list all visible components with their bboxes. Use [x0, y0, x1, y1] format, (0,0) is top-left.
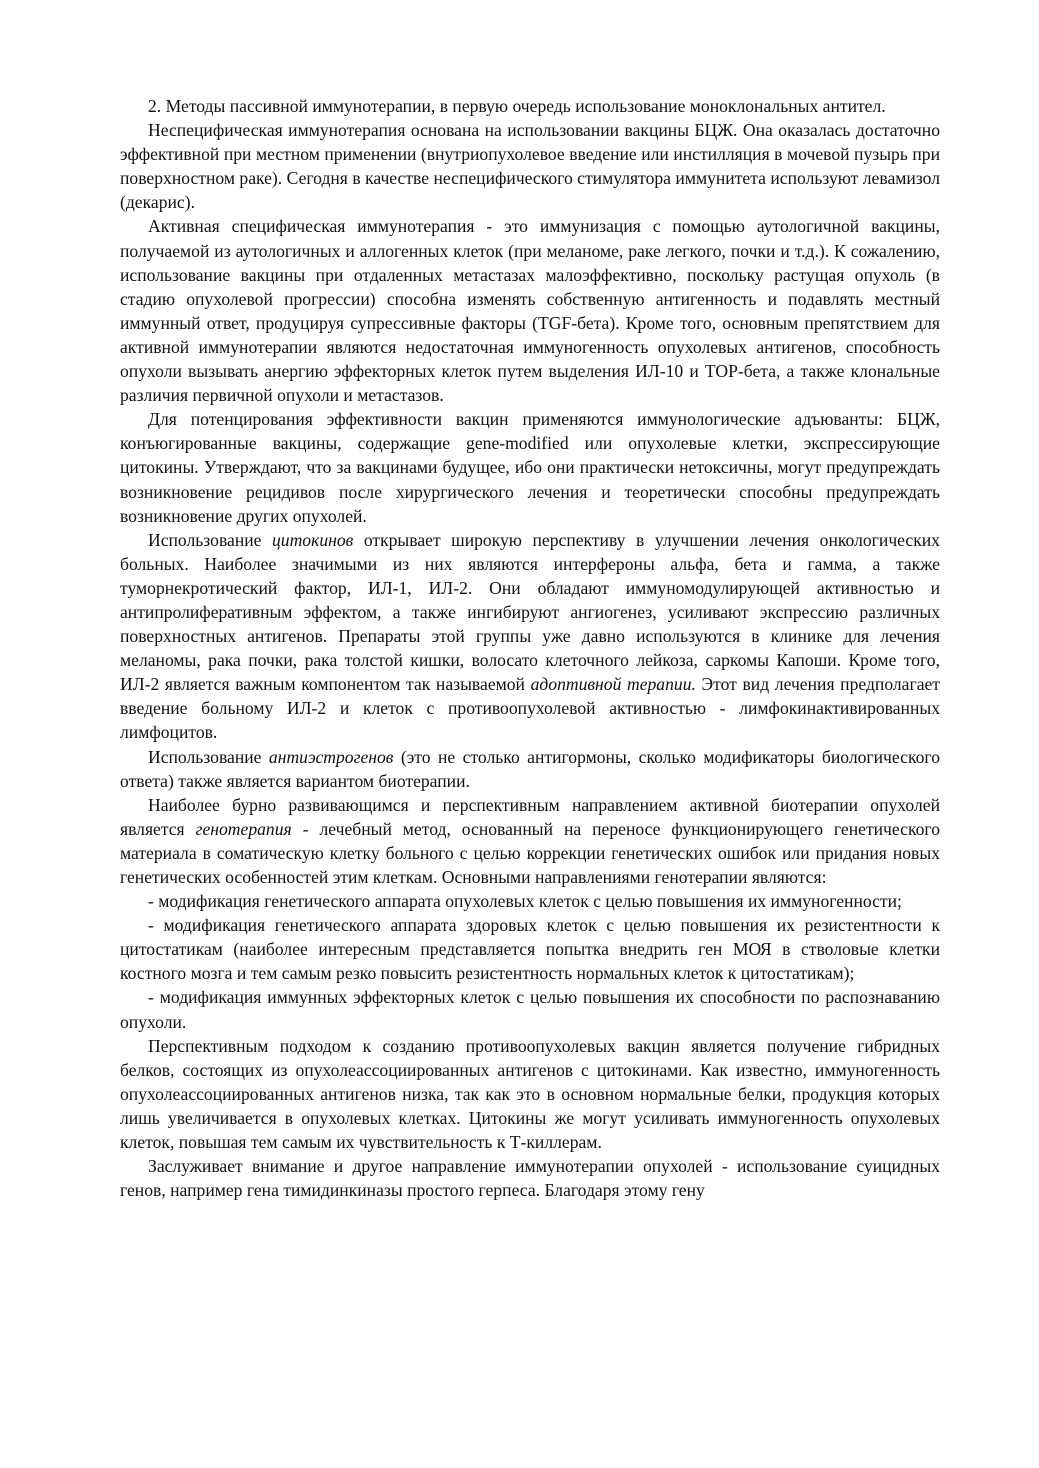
emphasis-antiestrogens: антиэстрогенов — [268, 746, 394, 767]
document-page — [120, 94, 940, 1202]
list-item-tumor-cell-modification: - модификация генетического аппарата опухолевых клеток с целью повышения их иммуногенности; — [148, 891, 902, 912]
paragraph-vaccine-adjuvants: Для потенцирования эффективности вакцин применяются иммунологические адъюванты: БЦЖ, конъюгированные вакцины, содержащие gene-modified или опухолевые клетки, экспрессирующие цитокины. Утверждают, что за вакцинами будущее, ибо они практически нетоксичны, могут предупреждать возникновение рецидивов после хирургического лечения и теоретически способны предупреждать возникновение других опухолей. — [120, 409, 940, 526]
paragraph-nonspecific-immunotherapy: Неспецифическая иммунотерапия основана на использовании вакцины БЦЖ. Она оказалась достаточно эффективной при местном применении (внутриопухолевое введение или инстилляция в мочевой пузырь при поверхностном раке). Сегодня в качестве неспецифического стимулятора иммунитета используют левамизол (декарис). — [120, 120, 940, 213]
paragraph-gene-therapy — [120, 793, 940, 889]
paragraph-antiestrogens — [120, 745, 940, 793]
text-run: Использование — [148, 529, 272, 550]
paragraph-active-specific-immunotherapy: Активная специфическая иммунотерапия - это иммунизация с помощью аутологичной вакцины, получаемой из аутологичных и аллогенных клеток (при меланоме, раке легкого, почки и т.д.). К сожалению, использование вакцины при отдаленных метастазах малоэффективно, поскольку растущая опухоль (в стадию опухолевой прогрессии) способна изменять собственную антигенность и подавлять местный иммунный ответ, продуцируя супрессивные факторы (TGF-бета). Кроме того, основным препятствием для активной иммунотерапии являются недостаточная иммуногенность опухолевых антигенов, способность опухоли вызывать анергию эффекторных клеток путем выделения ИЛ-10 и ТОР-бета, а также клональные различия первичной опухоли и метастазов. — [120, 216, 940, 406]
emphasis-adoptive-therapy: адоптивной терапии. — [530, 674, 696, 695]
paragraph-hybrid-proteins: Перспективным подходом к созданию противоопухолевых вакцин является получение гибридных белков, состоящих из опухолеассоциированных антигенов с цитокинами. Как известно, иммуногенность опухолеассоциированных антигенов низка, так как это в основном нормальные белки, продукция которых лишь увеличивается в опухолевых клетках. Цитокины же могут усиливать иммуногенность опухолевых клеток, повышая тем самым их чувствительность к Т-киллерам. — [120, 1035, 940, 1153]
paragraph-cytokines — [120, 528, 940, 745]
text-run: - лечебный метод, основанный на переносе функционирующего генетического материала в соматическую клетку больного с целью коррекции генетических ошибок или придания новых генетических особенностей этим клеткам. Основными направлениями генотерапии являются: — [120, 818, 940, 887]
emphasis-gene-therapy: генотерапия — [195, 818, 292, 839]
text-run: Наиболее бурно развивающимся и перспективным направлением активной биотерапии опухолей является — [120, 794, 940, 839]
list-item-effector-cell-modification: - модификация иммунных эффекторных клеток с целью повышения их способности по распознаванию опухоли. — [120, 987, 940, 1032]
emphasis-cytokines: цитокинов — [272, 529, 354, 550]
paragraph-suicide-genes: Заслуживает внимание и другое направление иммунотерапии опухолей - использование суицидных генов, например гена тимидинкиназы простого герпеса. Благодаря этому гену — [120, 1156, 940, 1201]
text-run: Использование — [148, 746, 269, 767]
text-run: открывает широкую перспективу в улучшении лечения онкологических больных. Наиболее значимыми из них являются интерфероны альфа, бета и гамма, а также туморнекротический фактор, ИЛ-1, ИЛ-2. Они обладают иммуномодулирующей активностью и антипролиферативным эффектом, а также ингибируют ангиогенез, усиливают экспрессию различных поверхностных антигенов. Препараты этой группы уже давно используются в клинике для лечения меланомы, рака почки, рака толстой кишки, волосато клеточного лейкоза, саркомы Капоши. Кроме того, ИЛ-2 является важным компонентом так называемой — [120, 529, 940, 695]
paragraph-passive-immunotherapy: 2. Методы пассивной иммунотерапии, в первую очередь использование моноклональных антител. — [148, 96, 886, 116]
text-run: (это не столько антигормоны, сколько модификаторы биологического ответа) также является вариантом биотерапии. — [120, 746, 940, 791]
text-run: Этот вид лечения предполагает введение больному ИЛ-2 и клеток с противоопухолевой активностью - лимфокинактивированных лимфоцитов. — [120, 674, 940, 743]
list-item-healthy-cell-modification: - модификация генетического аппарата здоровых клеток с целью повышения их резистентности к цитостатикам (наиболее интересным представляется попытка внедрить ген МОЯ в стволовые клетки костного мозга и тем самым резко повысить резистентность нормальных клеток к цитостатикам); — [120, 915, 940, 984]
